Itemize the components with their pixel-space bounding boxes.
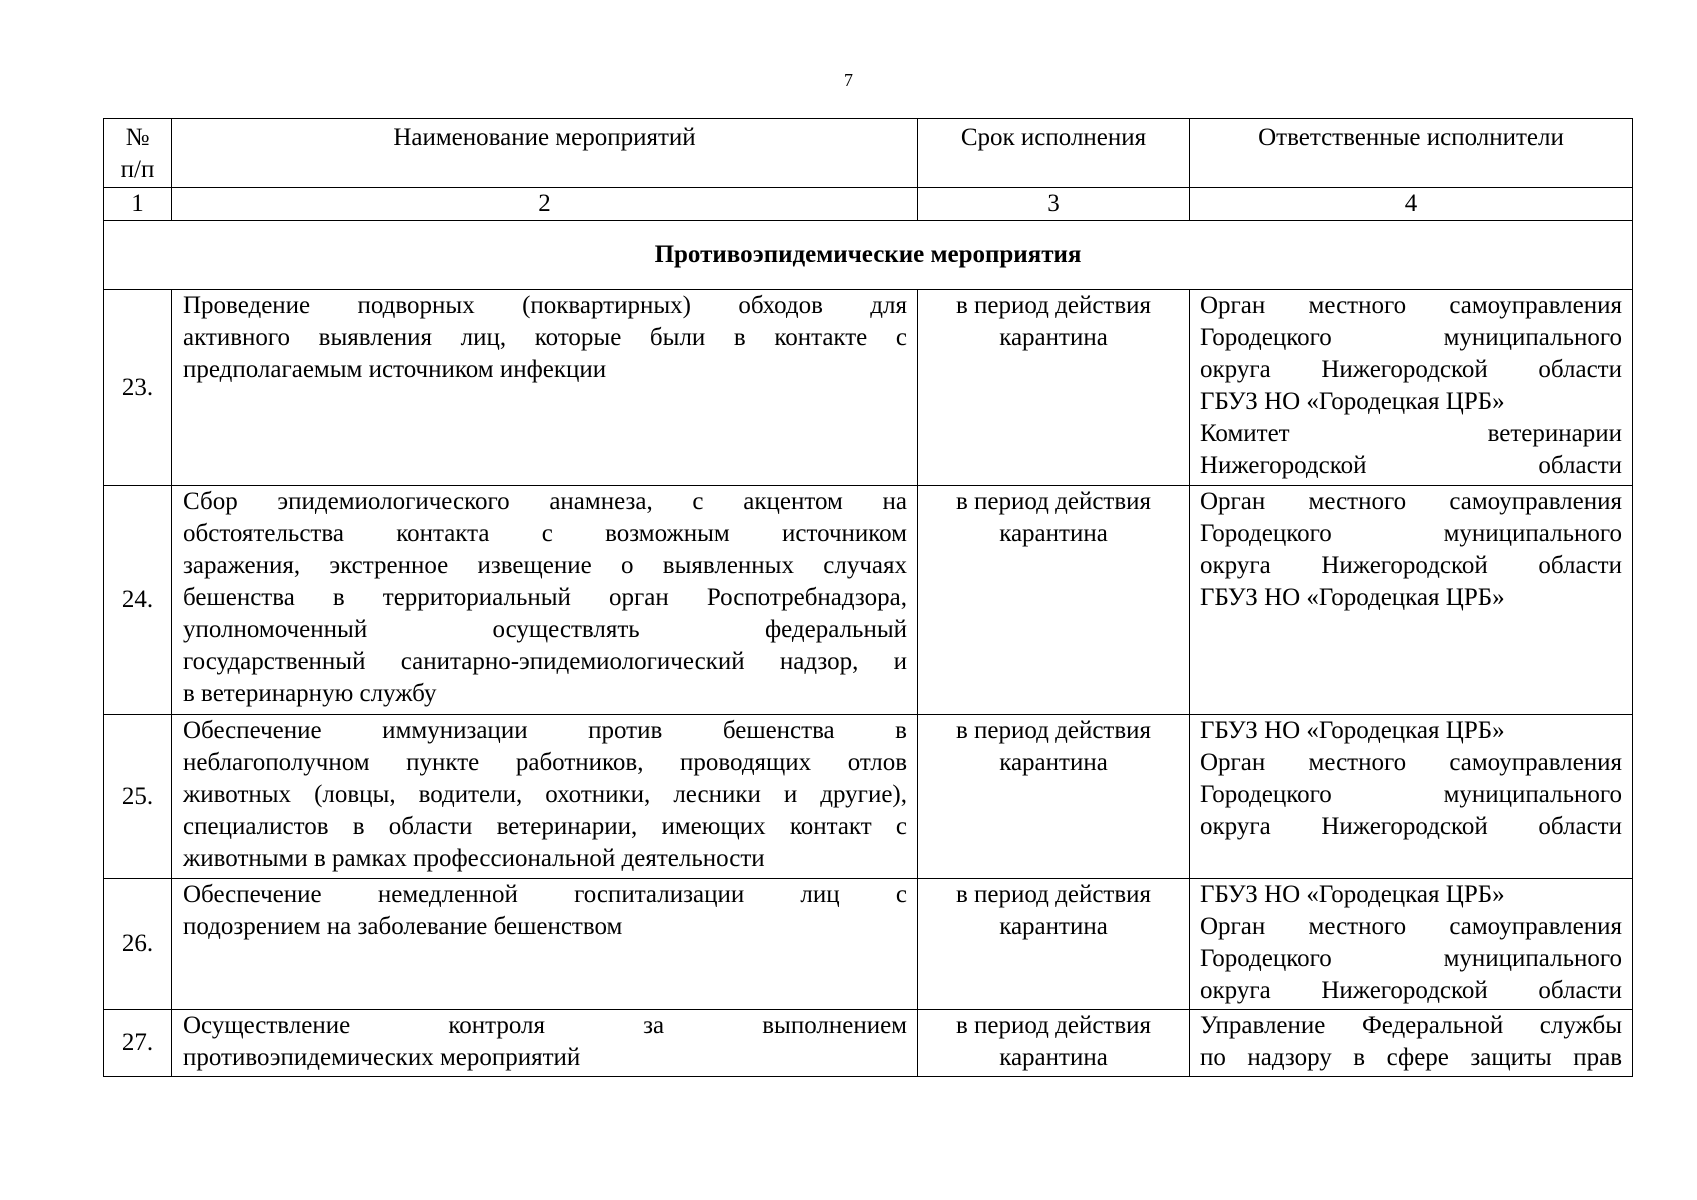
measure-term-line: карантина <box>999 520 1108 547</box>
measure-responsible-line: Управление Федеральной службы <box>1200 1012 1622 1039</box>
measure-name-line: бешенства в территориальный орган Роспотребнадзора, <box>183 584 907 611</box>
measure-responsible-line: ГБУЗ НО «Городецкая ЦРБ» <box>1200 717 1505 744</box>
measure-term <box>918 879 1190 1010</box>
column-number: 2 <box>172 188 918 221</box>
measure-responsible-line: округа Нижегородской области <box>1200 813 1622 840</box>
measure-term <box>918 715 1190 879</box>
row-number: 26. <box>104 879 172 1010</box>
column-number: 4 <box>1190 188 1633 221</box>
measure-responsible-line: Орган местного самоуправления <box>1200 749 1622 776</box>
measure-name-line: неблагополучном пункте работников, проводящих отлов <box>183 749 907 776</box>
table-row <box>104 290 1633 486</box>
measure-responsible-line: Орган местного самоуправления <box>1200 488 1622 515</box>
measure-responsible <box>1190 486 1633 715</box>
column-number: 1 <box>104 188 172 221</box>
measure-term-line: в период действия <box>955 1012 1152 1039</box>
measure-responsible-line: округа Нижегородской области <box>1200 356 1622 383</box>
measure-name-line: Обеспечение иммунизации против бешенства в <box>183 717 907 744</box>
column-number-row <box>104 188 1633 221</box>
measure-name-line: государственный санитарно-эпидемиологический надзор, и <box>183 648 907 675</box>
measure-term-line: в период действия <box>955 717 1152 744</box>
table-row <box>104 715 1633 879</box>
measure-name-line: животных (ловцы, водители, охотники, лесники и другие), <box>183 781 907 808</box>
measure-name-line: уполномоченный осуществлять федеральный <box>183 616 907 643</box>
row-number: 24. <box>104 486 172 715</box>
measure-responsible-line: Комитет ветеринарии <box>1200 420 1622 447</box>
header-number-line: № <box>125 124 150 151</box>
measure-responsible-line: округа Нижегородской области <box>1200 977 1622 1004</box>
measure-responsible-line: ГБУЗ НО «Городецкая ЦРБ» <box>1200 388 1505 415</box>
section-title: Противоэпидемические мероприятия <box>104 221 1633 290</box>
measure-name-line: предполагаемым источником инфекции <box>183 356 607 383</box>
measure-name <box>172 486 918 715</box>
measure-responsible-line: Городецкого муниципального <box>1200 945 1622 972</box>
measure-responsible <box>1190 290 1633 486</box>
measure-responsible-line: Городецкого муниципального <box>1200 324 1622 351</box>
measure-responsible-line: ГБУЗ НО «Городецкая ЦРБ» <box>1200 881 1505 908</box>
measure-term-line: в период действия <box>955 488 1152 515</box>
measure-name-line: противоэпидемических мероприятий <box>183 1044 581 1071</box>
measure-term-line: карантина <box>999 749 1108 776</box>
measure-responsible-line: округа Нижегородской области <box>1200 552 1622 579</box>
measure-term <box>918 486 1190 715</box>
measure-name-line: Обеспечение немедленной госпитализации лиц с <box>183 881 907 908</box>
row-number: 27. <box>104 1010 172 1077</box>
measure-term-line: в период действия <box>955 881 1152 908</box>
measure-name-line: Проведение подворных (поквартирных) обходов для <box>183 292 907 319</box>
table-row <box>104 486 1633 715</box>
row-number: 25. <box>104 715 172 879</box>
header-name: Наименование мероприятий <box>172 119 918 188</box>
measure-name-line: Сбор эпидемиологического анамнеза, с акцентом на <box>183 488 907 515</box>
measure-term-line: в период действия <box>955 292 1152 319</box>
table-header-row <box>104 119 1633 188</box>
measure-responsible <box>1190 879 1633 1010</box>
measure-term <box>918 290 1190 486</box>
page-number: 7 <box>844 70 853 90</box>
measure-term-line: карантина <box>999 324 1108 351</box>
measure-name <box>172 715 918 879</box>
table-row <box>104 879 1633 1010</box>
measure-responsible-line: Орган местного самоуправления <box>1200 292 1622 319</box>
measure-responsible-line: Нижегородской области <box>1200 452 1622 479</box>
measure-name-line: Осуществление контроля за выполнением <box>183 1012 907 1039</box>
row-number: 23. <box>104 290 172 486</box>
column-number: 3 <box>918 188 1190 221</box>
table-row <box>104 1010 1633 1077</box>
measures-table <box>103 118 1633 1077</box>
measure-name-line: обстоятельства контакта с возможным источником <box>183 520 907 547</box>
measure-responsible-line: Орган местного самоуправления <box>1200 913 1622 940</box>
header-number-line: п/п <box>120 156 155 183</box>
measure-responsible-line: по надзору в сфере защиты прав <box>1200 1044 1622 1071</box>
measure-name-line: в ветеринарную службу <box>183 680 437 707</box>
measure-term-line: карантина <box>999 913 1108 940</box>
measure-responsible-line: Городецкого муниципального <box>1200 520 1622 547</box>
measure-name <box>172 290 918 486</box>
header-number <box>104 119 172 188</box>
measure-name-line: животными в рамках профессиональной деятельности <box>183 845 765 872</box>
measure-responsible <box>1190 715 1633 879</box>
header-responsible: Ответственные исполнители <box>1190 119 1633 188</box>
measure-term-line: карантина <box>999 1044 1108 1071</box>
measure-responsible <box>1190 1010 1633 1077</box>
measure-name-line: заражения, экстренное извещение о выявленных случаях <box>183 552 907 579</box>
measure-name-line: подозрением на заболевание бешенством <box>183 913 623 940</box>
measure-name <box>172 1010 918 1077</box>
section-row <box>104 221 1633 290</box>
header-term: Срок исполнения <box>918 119 1190 188</box>
measure-term <box>918 1010 1190 1077</box>
measure-responsible-line: Городецкого муниципального <box>1200 781 1622 808</box>
measure-name-line: специалистов в области ветеринарии, имеющих контакт с <box>183 813 907 840</box>
measure-responsible-line: ГБУЗ НО «Городецкая ЦРБ» <box>1200 584 1505 611</box>
measure-name-line: активного выявления лиц, которые были в контакте с <box>183 324 907 351</box>
measure-name <box>172 879 918 1010</box>
